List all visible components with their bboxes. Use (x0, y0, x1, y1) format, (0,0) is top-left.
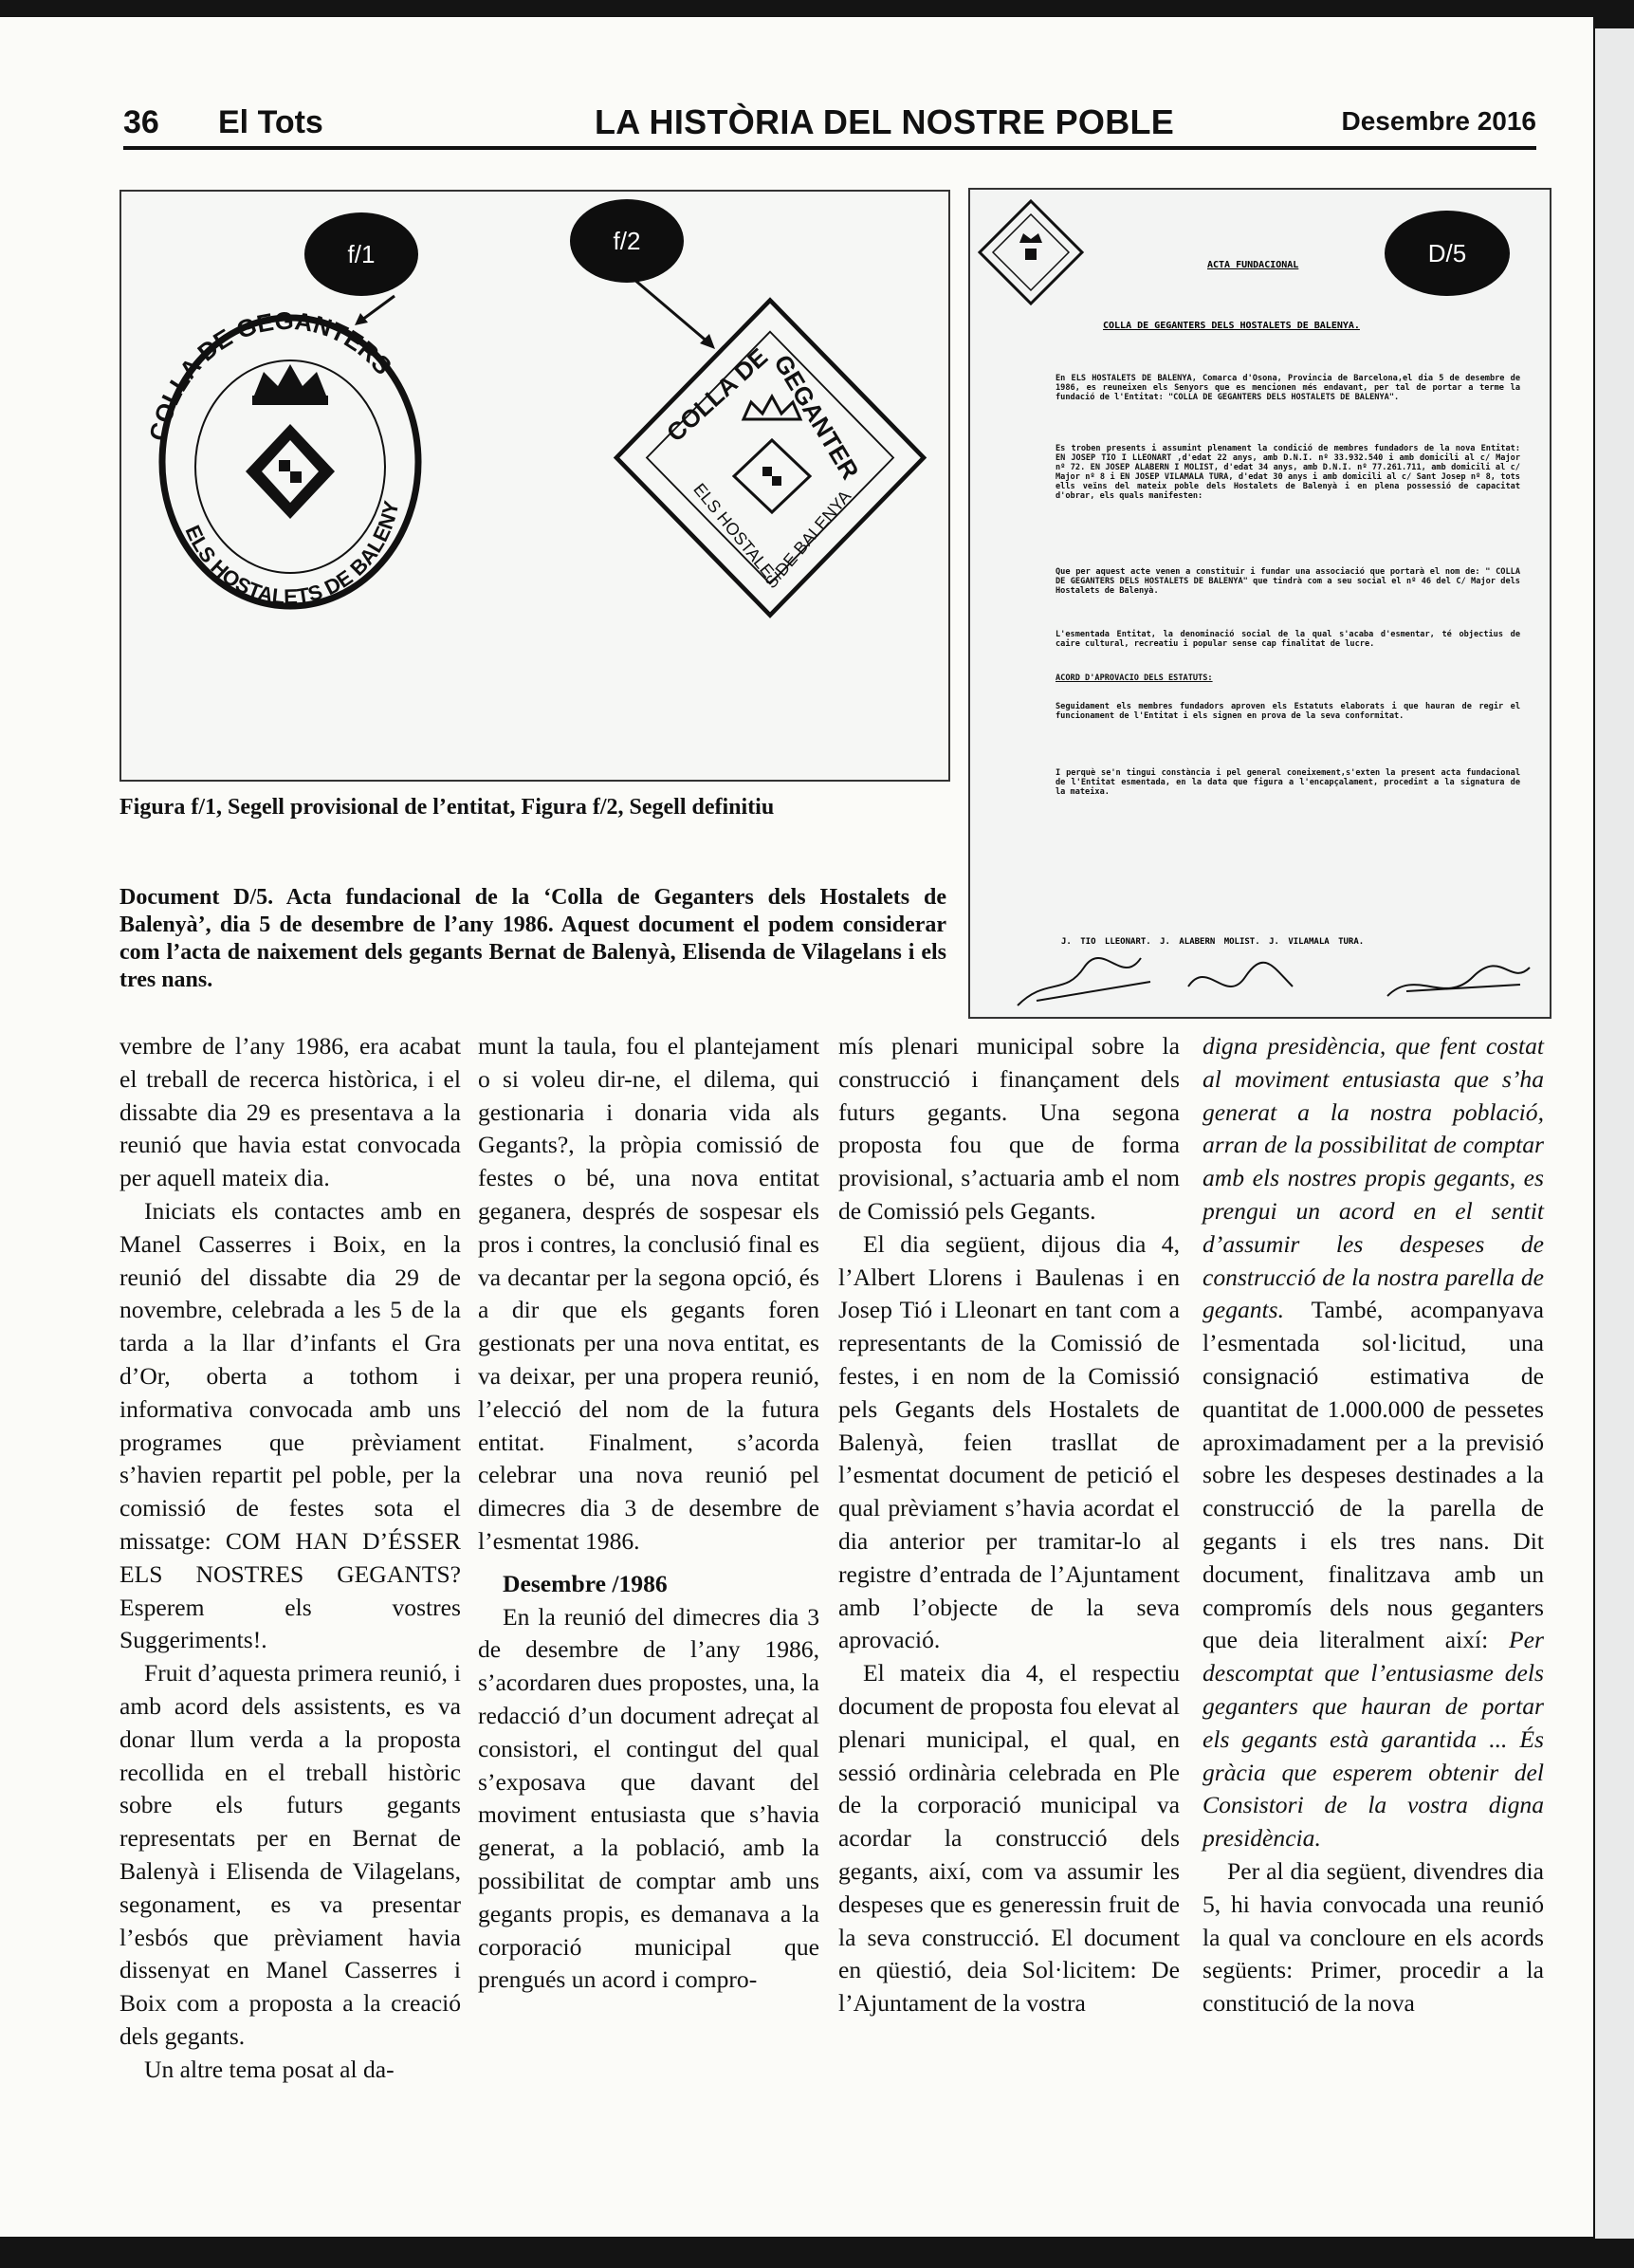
figure-caption: Figura f/1, Segell provisional de l’entitat, Figura f/2, Segell definitiu (119, 795, 775, 820)
article-column-2 (478, 1030, 819, 1997)
section-title: LA HISTÒRIA DEL NOSTRE POBLE (595, 102, 1175, 141)
paragraph: Per al dia següent, divendres dia 5, hi havia convocada una reunió la qual va concloure en els acords següents: Primer, procedir a la constitució de la nova (1203, 1856, 1544, 2018)
page-number: 36 (123, 104, 159, 140)
seal1-crown-icon (254, 364, 326, 396)
paragraph (1203, 1030, 1544, 1855)
paragraph: mís plenari municipal sobre la construcció i finançament dels futurs gegants. Una segona proposta fou que de forma provisional, s’actuaria amb el nom de Comissió pels Gegants. (838, 1032, 1180, 1225)
badge-f1: f/1 (304, 212, 418, 296)
seal1-bottom-text: ELS HOSTALETS DE BALENY (180, 498, 404, 609)
document-paragraph: Que per aquest acte venen a constituir i fundar una associació que portarà el nom de: " COLLA DE GEGANTERS DELS HOSTALETS DE BALENYA" que tindrà com a seu social el nº 46 del C/ Major dels Hostalets de Balenyà. (1056, 567, 1520, 596)
document-paragraph: Seguidament els membres fundadors aproven els Estatuts elaborats i que hauran de regir el funcionament de l'Entitat i els signen en prova de la seva conformitat. (1056, 702, 1520, 721)
paragraph: El dia següent, dijous dia 4, l’Albert Llorens i Baulenas i en Josep Tió i Lleonart en tant com a representants de la Comissió de festes, i en nom de la Comissió pels Gegants dels Hostalets de Balenyà, feien trasllat de l’esmentat document de petició el qual prèviament s’havia acordat el dia anterior per tramitar-lo al registre d’entrada de l’Ajuntament amb l’objecte de la seva aprovació. (838, 1229, 1180, 1654)
magazine-page (0, 17, 1593, 2237)
seals-figure (119, 190, 950, 782)
publication-name: El Tots (218, 104, 323, 140)
seal2-bottom-text: ELS HOSTALETS DE BALENYA (689, 479, 855, 593)
seal2-top-text: COLLA DE GEGANTER (660, 341, 865, 485)
paragraph: vembre de l’any 1986, era acabat el treball de recerca històrica, i el dissabte dia 29 es presentava a la reunió que havia estat convocada per aquell mateix dia. (119, 1032, 461, 1192)
document-paragraph: L'esmentada Entitat, la denominació social de la qual s'acaba d'esmentar, té objectius de caire cultural, recreatiu i popular sense cap finalitat de lucre. (1056, 630, 1520, 649)
handwritten-signatures (1008, 949, 1539, 1015)
seals-illustration (121, 192, 948, 780)
quoted-commitment: Per descomptat que l’entusiasme dels geganters que hauran de portar els gegants està garantida ... És gràcia que esperem obtenir del Consistori de la vostra digna presidència. (1203, 1626, 1544, 1853)
document-subtitle: COLLA DE GEGANTERS DELS HOSTALETS DE BALENYA. (1103, 321, 1360, 331)
badge-f2: f/2 (570, 199, 684, 283)
document-paragraph: Es troben presents i assumint plenament la condició de membres fundadors de la nova Entitat: EN JOSEP TIO I LLEONART ,d'edat 22 anys, amb D.N.I. nº 33.932.540 i amb domicili al c/ Major nº 72. EN JOSEP ALABERN I MOLIST, d'edat 34 anys, amb D.N.I. nº 77.261.711, amb domicili al c/ Major nº 8 i EN JOSEP VILAMALA TURA, d'edat 30 anys i amb domicili al c/ Sant Josep nº 8, tots ells veïns del mateix poble dels Hostalets de Balenyà i en plena possessió de capacitat d'obrar, els quals manifesten: (1056, 444, 1520, 501)
document-signature-names: J. TIO LLEONART. J. ALABERN MOLIST. J. VILAMALA TURA. (1061, 937, 1365, 947)
document-paragraph: I perquè se'n tingui constància i pel general coneixement,s'exten la present acta fundacional de l'Entitat esmentada, en la data que figura a l'encapçalament, procedint a la signatura de la mateixa. (1056, 768, 1520, 797)
founding-act-document (968, 188, 1551, 1019)
doc-seal-icon (974, 195, 1088, 309)
document-heading: ACORD D'APROVACIO DELS ESTATUTS: (1056, 673, 1213, 683)
paragraph: munt la taula, fou el plantejament o si voleu dir-ne, el dilema, qui gestionaria i donaria vida als Gegants?, la pròpia comissió de festes o bé, una nova entitat geganera, després de sospesar els pros i contres, la conclusió final es va decantar per la segona opció, és a dir que els gegants foren gestionats per una nova entitat, es va deixar, per una propera reunió, l’elecció del nom de la futura entitat. Finalment, s’acorda celebrar una nova reunió pel dimecres dia 3 de desembre de l’esmentat 1986. (478, 1032, 819, 1555)
paragraph: Un altre tema posat al da- (144, 2055, 395, 2083)
document-paragraph: En ELS HOSTALETS DE BALENYA, Comarca d'Osona, Provincia de Barcelona,el dia 5 de desembre de 1986, es reuneixen els Senyors que es mencionen més endavant, per tal de portar a terme la fundació de l'Entitat: "COLLA DE GEGANTERS DELS HOSTALETS DE BALENYA". (1056, 374, 1520, 402)
next-page-edge (1595, 28, 1634, 2239)
document-title: ACTA FUNDACIONAL (1207, 260, 1299, 270)
header-rule (123, 146, 1536, 150)
seal1-top-text: COLLA DE GEGANTERS (143, 305, 398, 444)
paragraph: En la reunió del dimecres dia 3 de desembre de l’any 1986, s’acordaren dues propostes, una, la redacció d’un document adreçat al consistori, el contingut del qual s’exposava que davant del moviment entusiasta que s’havia generat, a la població, amb la possibilitat de comptar amb uns gegants propis, es demanava a la corporació municipal que prengués un acord i compro- (478, 1602, 819, 1994)
subheading: Desembre /1986 (503, 1569, 668, 1597)
document-caption: Document D/5. Acta fundacional de la ‘Colla de Geganters dels Hostalets de Balenyà’, dia 5 de desembre de l’any 1986. Aquest document el podem considerar com l’acta de naixement dels gegants Bernat de Balenyà, Elisenda de Vilagelans i els tres nans. (119, 885, 946, 992)
article-column-3 (838, 1030, 1180, 2020)
article-column-1 (119, 1030, 461, 2087)
paragraph-text: També, acompanyava l’esmentada sol·licitud, una consignació estimativa de quantitat de 1.000.000 de pessetes aproximadament per a la previsió sobre les despeses destinades a la construcció de la parella de gegants i els tres nans. Dit document, finalitzava amb un compromís dels nous geganters que deia literalment així: (1203, 1296, 1544, 1654)
quoted-request: digna presidència, que fent costat al moviment entusiasta que s’ha generat a la nostra població, arran de la possibilitat de comptar amb els nostres propis gegants, es prengui un acord en el sentit d’assumir les despeses de construcció de la nostra parella de gegants. (1203, 1032, 1544, 1324)
paragraph: Iniciats els contactes amb en Manel Casserres i Boix, en la reunió del dissabte dia 29 de novembre, celebrada a les 5 de la tarda a la llar d’infants el Gra d’Or, oberta a tothom i informativa convocada amb uns programes que prèviament s’havien repartit pel poble, per la comissió de festes sota el missatge: COM HAN D’ÉSSER ELS NOSTRES GEGANTS? Esperem els vostres Suggeriments!. (119, 1196, 461, 1654)
article-column-4 (1203, 1030, 1544, 2020)
paragraph: El mateix dia 4, el respectiu document de proposta fou elevat al plenari municipal, el qual, en sessió ordinària celebrada en Ple de la corporació municipal va acordar la construcció dels gegants, així, com va assumir les despeses que es generessin fruit de la seva construcció. El document en qüestió, deia Sol·licitem: De l’Ajuntament de la vostra (838, 1659, 1180, 2018)
page-header (123, 104, 1536, 152)
paragraph: Fruit d’aquesta primera reunió, i amb acord dels assistents, es va donar llum verda a la proposta recollida en el treball històric sobre els futurs gegants representats per en Bernat de Balenyà i Elisenda de Vilagelans, segonament, es va presentar l’esbós que prèviament havia dissenyat en Manel Casserres i Boix com a proposta a la creació dels gegants. (119, 1659, 461, 2050)
badge-d5: D/5 (1385, 211, 1510, 296)
issue-date: Desembre 2016 (1341, 106, 1536, 136)
